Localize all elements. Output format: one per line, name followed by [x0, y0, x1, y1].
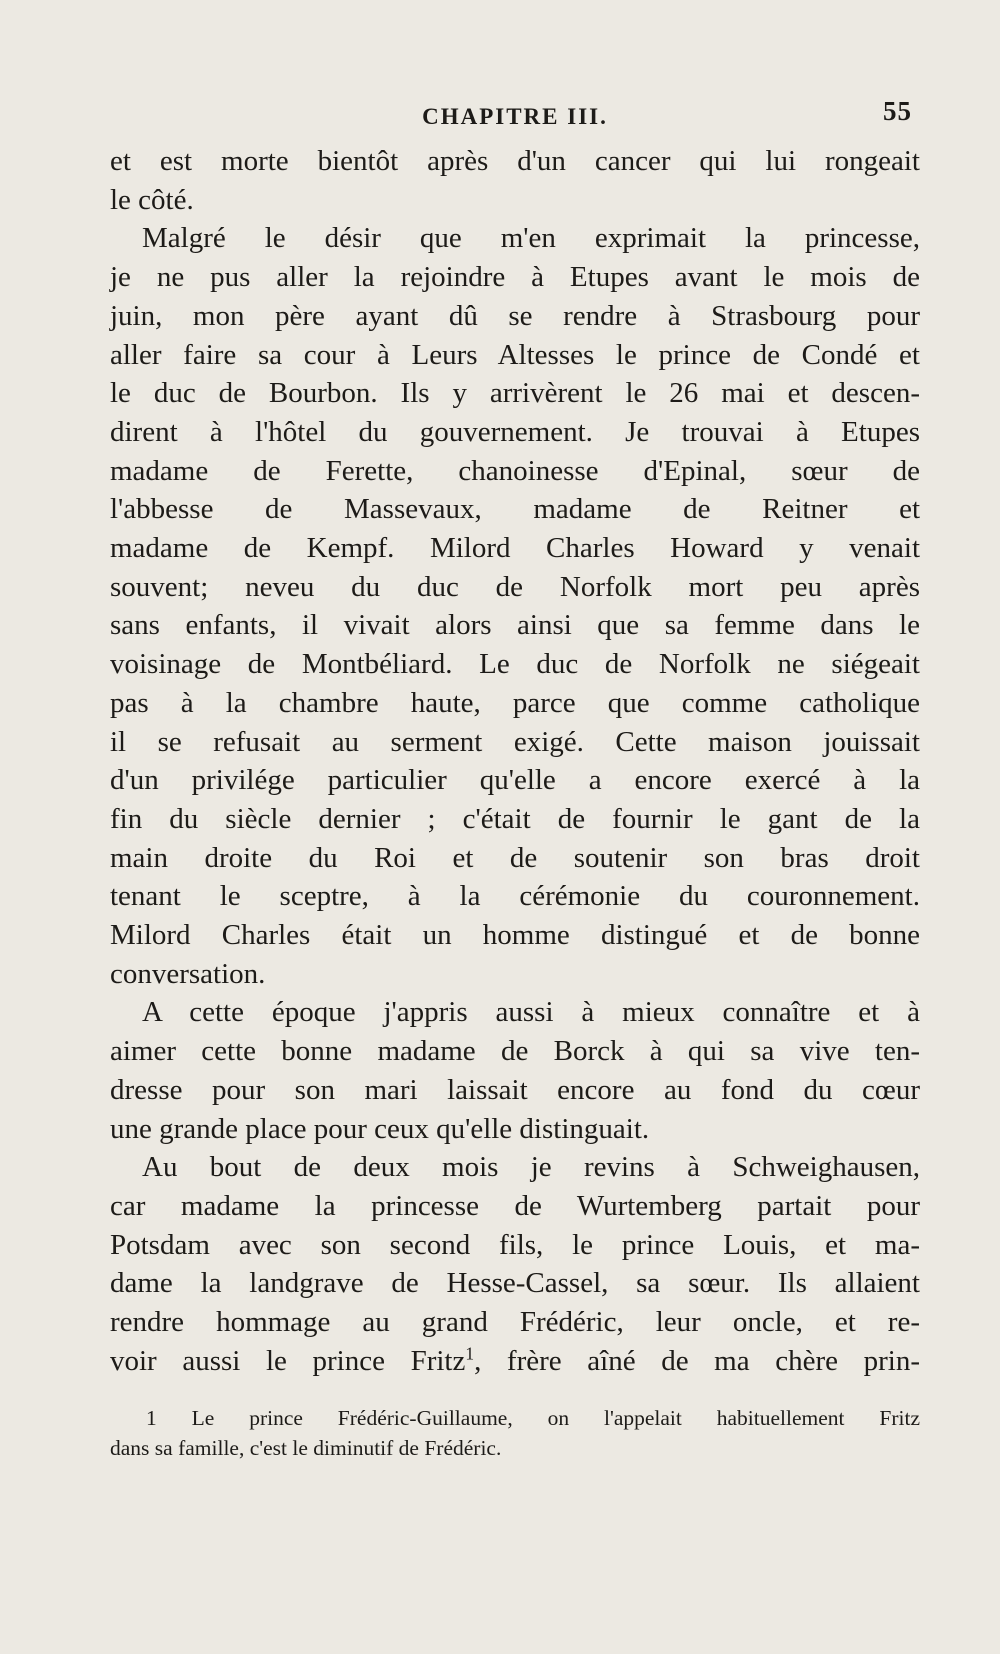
text-line: le duc de Bourbon. Ils y arrivèrent le 26 mai et descen-	[110, 377, 920, 410]
text-line: Potsdam avec son second fils, le prince Louis, et ma-	[110, 1228, 920, 1261]
footnote-line: dans sa famille, c'est le diminutif de Frédéric.	[110, 1435, 502, 1460]
page-number: 55	[883, 96, 912, 126]
text-line-end: , frère aîné de ma chère prin-	[474, 1344, 920, 1377]
text-line: pas à la chambre haute, parce que comme catholique	[110, 686, 920, 719]
text-line: le côté.	[110, 183, 194, 216]
chapter-title: CHAPITRE III.	[422, 104, 608, 129]
text-line-start: voir aussi le prince Fritz	[110, 1344, 466, 1377]
text-line: madame de Ferette, chanoinesse d'Epinal, sœur de	[110, 454, 920, 487]
text-line: rendre hommage au grand Frédéric, leur oncle, et re-	[110, 1306, 920, 1339]
text-line: une grande place pour ceux qu'elle distinguait.	[110, 1112, 650, 1145]
main-text	[110, 142, 920, 1381]
footnote-reference[interactable]: 1	[465, 1343, 475, 1364]
footnote-line	[110, 1403, 920, 1433]
text-line: d'un privilége particulier qu'elle a encore exercé à la	[110, 764, 920, 797]
text-line: Malgré le désir que m'en exprimait la princesse,	[142, 222, 920, 255]
text-line: juin, mon père ayant dû se rendre à Strasbourg pour	[110, 299, 920, 332]
text-line: l'abbesse de Massevaux, madame de Reitner et	[110, 493, 920, 526]
footnote-marker: 1	[146, 1405, 157, 1430]
text-line: sans enfants, il vivait alors ainsi que sa femme dans le	[110, 609, 920, 642]
text-line: main droite du Roi et de soutenir son bras droit	[110, 841, 920, 874]
text-line: dresse pour son mari laissait encore au fond du cœur	[110, 1073, 920, 1106]
text-line: dirent à l'hôtel du gouvernement. Je trouvai à Etupes	[110, 415, 920, 448]
text-line: et est morte bientôt après d'un cancer qui lui rongeait	[110, 145, 920, 177]
text-line: il se refusait au serment exigé. Cette maison jouissait	[110, 725, 920, 758]
text-line	[110, 1342, 920, 1381]
text-line: fin du siècle dernier ; c'était de fournir le gant de la	[110, 802, 920, 835]
text-line: conversation.	[110, 957, 266, 990]
footnote	[110, 1403, 920, 1463]
text-line: je ne pus aller la rejoindre à Etupes avant le mois de	[110, 261, 920, 294]
text-line: A cette époque j'appris aussi à mieux connaître et à	[142, 996, 920, 1029]
text-line: voisinage de Montbéliard. Le duc de Norfolk ne siégeait	[110, 648, 920, 681]
text-line: Au bout de deux mois je revins à Schweighausen,	[142, 1151, 920, 1184]
text-line: car madame la princesse de Wurtemberg partait pour	[110, 1189, 920, 1222]
text-line: dame la landgrave de Hesse-Cassel, sa sœur. Ils allaient	[110, 1267, 920, 1300]
running-header	[110, 96, 920, 140]
text-line: aller faire sa cour à Leurs Altesses le prince de Condé et	[110, 338, 920, 371]
text-line: tenant le sceptre, à la cérémonie du couronnement.	[110, 880, 920, 913]
page-content	[110, 96, 920, 1463]
text-line: madame de Kempf. Milord Charles Howard y venait	[110, 532, 920, 565]
text-line: Milord Charles était un homme distingué et de bonne	[110, 919, 920, 952]
text-line: aimer cette bonne madame de Borck à qui sa vive ten-	[110, 1035, 920, 1068]
footnote-text: Le prince Frédéric-Guillaume, on l'appelait habituellement Fritz	[191, 1405, 921, 1430]
text-line: souvent; neveu du duc de Norfolk mort peu après	[110, 570, 920, 603]
